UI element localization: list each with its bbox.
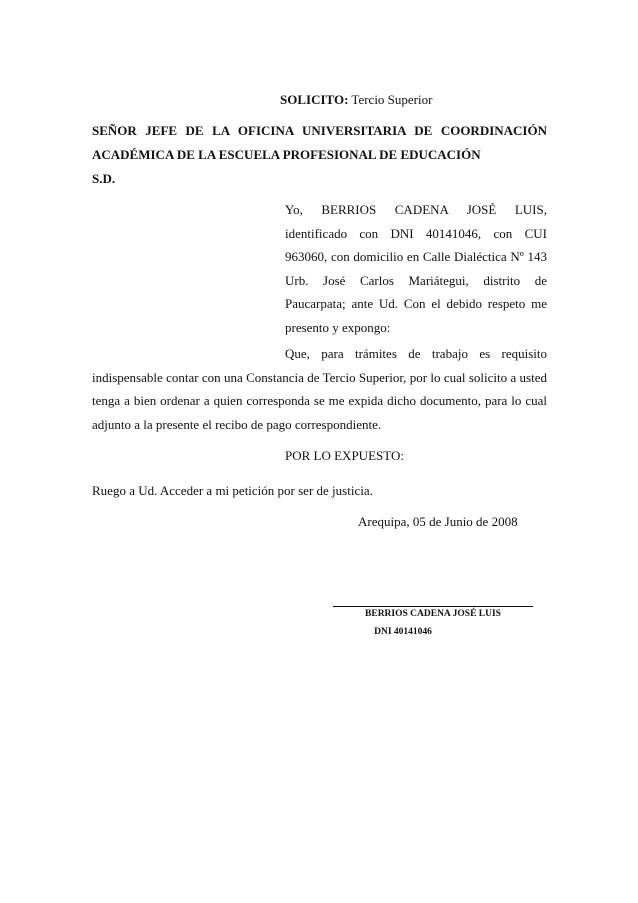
ruego-line: Ruego a Ud. Acceder a mi petición por ser de justicia. — [92, 483, 373, 498]
recipient-block — [92, 119, 547, 191]
recipient-line-2: ACADÉMICA DE LA ESCUELA PROFESIONAL DE EDUCACIÓN — [92, 147, 481, 162]
recipient-line-3: S.D. — [92, 171, 116, 186]
signature-line — [333, 606, 533, 607]
solicito-value: Tercio Superior — [348, 92, 433, 107]
solicito-heading — [280, 92, 432, 108]
recipient-line-1: SEÑOR JEFE DE LA OFICINA UNIVERSITARIA DE COORDINACIÓN — [92, 123, 547, 138]
intro-paragraph: Yo, BERRIOS CADENA JOSÉ LUIS, identificado con DNI 40141046, con CUI 963060, con domicilio en Calle Dialéctica Nº 143 Urb. José Carlos Mariátegui, distrito de Paucarpata; ante Ud. Con el debido respeto me presento y expongo: — [285, 202, 547, 335]
body-paragraph: Que, para trámites de trabajo es requisito indispensable contar con una Constancia de Tercio Superior, por lo cual solicito a usted tenga a bien ordenar a quien corresponda se me expida dicho documento, para lo cual adjunto a la presente el recibo de pago correspondiente. — [92, 346, 547, 432]
por-lo-expuesto: POR LO EXPUESTO: — [285, 448, 404, 463]
signature-name: BERRIOS CADENA JOSÉ LUIS — [365, 609, 501, 619]
signature-dni: DNI 40141046 — [374, 627, 432, 637]
date-line: Arequipa, 05 de Junio de 2008 — [358, 514, 518, 529]
solicito-label: SOLICITO: — [280, 92, 349, 107]
